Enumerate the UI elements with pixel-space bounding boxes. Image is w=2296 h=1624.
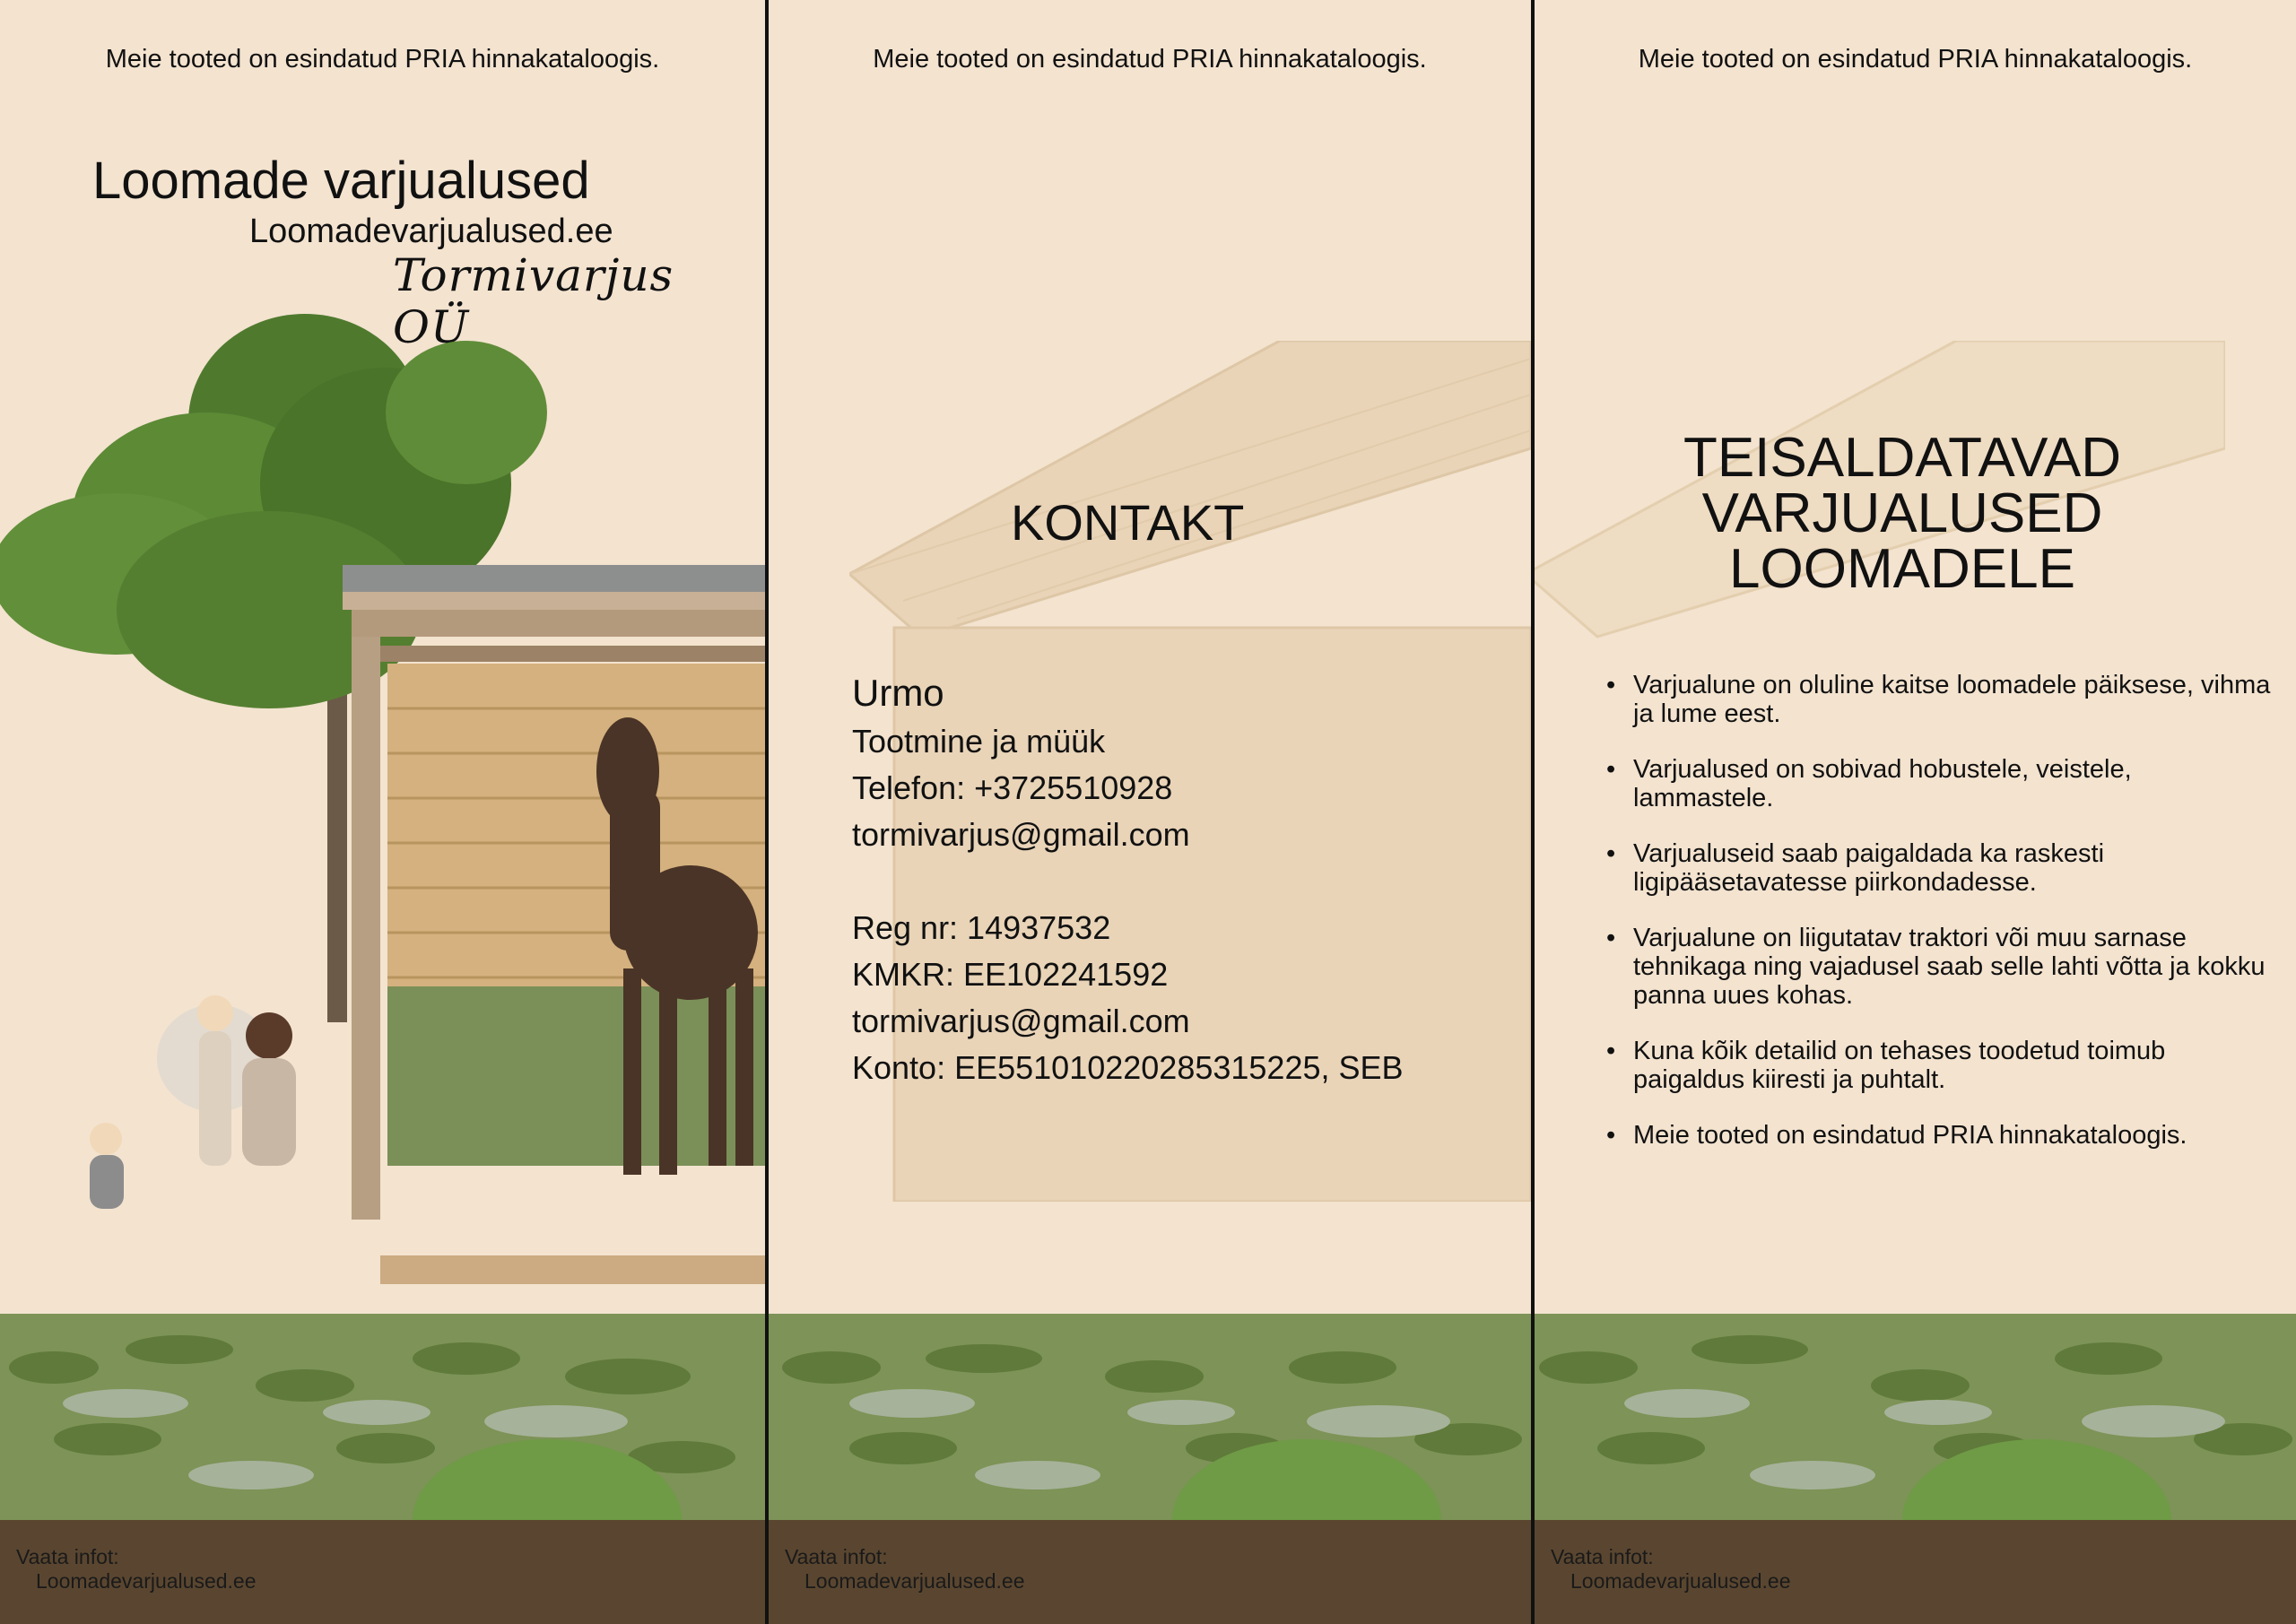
company-reg-number: Reg nr: 14937532 xyxy=(852,909,1111,946)
brand-website: Loomadevarjualused.ee xyxy=(249,213,613,250)
pria-note: Meie tooted on esindatud PRIA hinnakataloogis. xyxy=(873,45,1427,74)
footer-label: Vaata infot: xyxy=(785,1545,888,1568)
headline-line: TEISALDATAVAD xyxy=(1683,427,2122,489)
headline-line: VARJUALUSED xyxy=(1701,482,2103,544)
contact-panel xyxy=(769,0,1531,1624)
cover-panel xyxy=(0,0,765,1624)
footer-info xyxy=(16,1545,257,1594)
brand-title: Loomade varjualused xyxy=(92,152,590,210)
list-item: • Varjualune on oluline kaitse loomadele päiksese, vihma ja lume eest. xyxy=(1594,671,2275,728)
list-item: • Kuna kõik detailid on tehases toodetud toimub paigaldus kiiresti ja puhtalt. xyxy=(1594,1037,2275,1094)
list-item: • Meie tooted on esindatud PRIA hinnakataloogis. xyxy=(1594,1121,2275,1150)
list-item: • Varjualune on liigutatav traktori või muu sarnase tehnikaga ning vajadusel saab selle lahti võtta ja kokku panna uues kohas. xyxy=(1594,924,2275,1010)
list-item: • Varjualused on sobivad hobustele, veistele, lammastele. xyxy=(1594,755,2275,812)
bank-account: Konto: EE551010220285315225, SEB xyxy=(852,1049,1404,1086)
footer-url[interactable]: Loomadevarjualused.ee xyxy=(1570,1569,1791,1593)
benefits-list xyxy=(1594,671,2275,1177)
company-email[interactable]: tormivarjus@gmail.com xyxy=(852,1003,1190,1039)
footer-url[interactable]: Loomadevarjualused.ee xyxy=(804,1569,1025,1593)
contact-phone[interactable]: Telefon: +3725510928 xyxy=(852,769,1173,806)
contact-email[interactable]: tormivarjus@gmail.com xyxy=(852,816,1190,853)
shelter-scene-illustration xyxy=(0,287,765,1327)
family-illustration xyxy=(90,995,296,1209)
list-item: • Varjualuseid saab paigaldada ka raskesti ligipääsetavatesse piirkondadesse. xyxy=(1594,839,2275,897)
contact-role: Tootmine ja müük xyxy=(852,723,1106,760)
footer-info xyxy=(785,1545,1025,1594)
contact-name: Urmo xyxy=(852,672,944,714)
footer-info xyxy=(1551,1545,1791,1594)
contact-heading: KONTAKT xyxy=(1011,494,1245,551)
info-panel xyxy=(1535,0,2296,1624)
pria-note: Meie tooted on esindatud PRIA hinnakataloogis. xyxy=(105,45,660,74)
info-headline xyxy=(1633,427,2171,600)
company-vat-number: KMKR: EE102241592 xyxy=(852,956,1169,993)
contact-details xyxy=(852,668,1404,1091)
footer-url[interactable]: Loomadevarjualused.ee xyxy=(36,1569,257,1593)
pria-note: Meie tooted on esindatud PRIA hinnakataloogis. xyxy=(1638,45,2193,74)
headline-line: LOOMADELE xyxy=(1729,538,2075,600)
company-signature: Tormivarjus OÜ xyxy=(393,249,674,353)
footer-label: Vaata infot: xyxy=(1551,1545,1654,1568)
footer-label: Vaata infot: xyxy=(16,1545,119,1568)
